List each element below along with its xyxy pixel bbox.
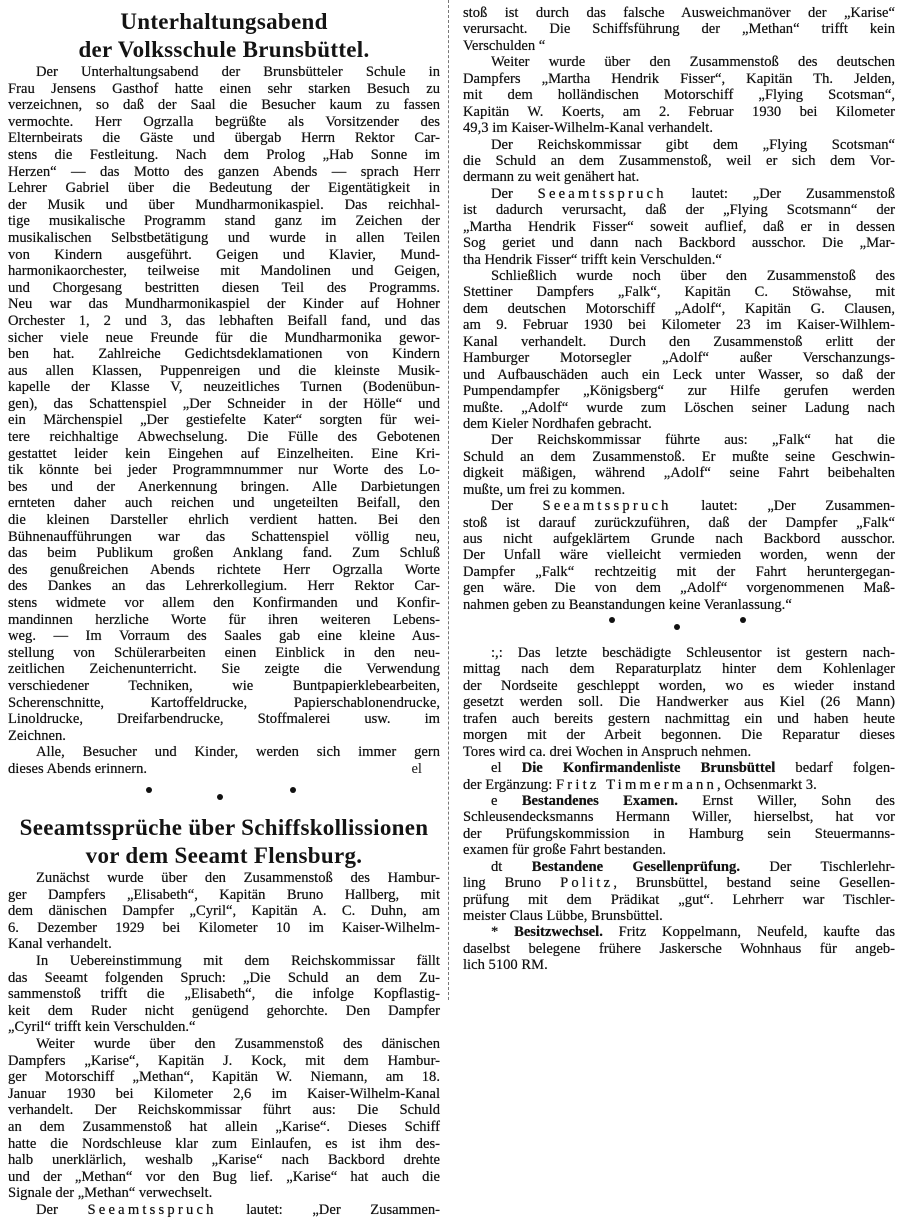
paragraph [463, 645, 895, 760]
text-line: gestattet leider kein Eingehen auf Einzelheiten. Eine Kri- [8, 445, 440, 462]
text-segment: ling Bruno [463, 875, 561, 892]
local-news [463, 645, 895, 974]
text-line: Kapitän W. Koerts, am 2. Februar 1930 bei Kilometer [463, 103, 895, 120]
paragraph [8, 64, 440, 744]
text-line: der Prüfungskommission in Hamburg sein Steuermanns- [463, 825, 895, 842]
text-line: gen wäre. Die von dem „Adolf“ vorgenommenen Maß- [463, 580, 895, 597]
paragraph [463, 137, 895, 186]
bold-lead: Die Konfirmandenliste Brunsbüttel [521, 760, 776, 777]
text-line: ernteten daher auch reichen und ungeteilten Beifall, den [8, 495, 440, 512]
text-line: dermann zu weit genähert hat. [463, 169, 640, 186]
paragraph [463, 760, 895, 793]
text-line: ben hat. Zahlreiche Gedichtsdeklamationen von Kindern [8, 346, 440, 363]
article-title [8, 814, 440, 870]
text-segment: Der [491, 185, 538, 202]
text-line: ist dadurch verursacht, daß der „Flying Scotsmann“ der [463, 202, 895, 219]
text-line: Kanal verhandelt. [8, 936, 112, 953]
text-line: mandinnen herzliche Worte für ihren weiteren Lebens- [8, 611, 440, 628]
article-title [8, 8, 440, 64]
title-line: Unterhaltungsabend [120, 9, 328, 34]
text-line: an dem Zusammenstoß hat allein „Karise“. Dieses Schiff [8, 1118, 440, 1135]
text-line: harmonikaorchester, teilweise mit Mandolinen und Geigen, [8, 263, 440, 280]
text-line: halb unerklärlich, weshalb „Karise“ nach Backbord drehte [8, 1152, 440, 1169]
text-line: Orchester 1, 2 und 3, das lebhaften Beifall fand, und das [8, 312, 440, 329]
text-line: trafen auch bereits gestern nachmittag ein und haben heute [463, 710, 895, 727]
text-segment: lautet: „Der Zusammen- [216, 1201, 440, 1218]
paragraph [463, 432, 895, 498]
paragraph [463, 54, 895, 136]
title-line: vor dem Seeamt Flensburg. [85, 843, 363, 868]
text-line: gen), das Schattenspiel „Der Schneider in der Hölle“ und [8, 395, 440, 412]
text-line: meister Claus Lübbe, Brunsbüttel. [463, 908, 663, 924]
text-segment: der Ergänzung: [463, 776, 556, 793]
text-line: und Aufbauschäden auch ein Leck unter Wasser, so daß der [463, 366, 895, 383]
text-line: zeitlichen Zeichenunterricht. Sie zeigte die Verwendung [8, 661, 440, 678]
text-line: Schließlich wurde noch über den Zusammenstoß des [491, 268, 895, 284]
bold-lead: Besitzwechsel. [514, 924, 603, 941]
text-line [463, 760, 895, 776]
text-segment: Der Tischlerlehr- [740, 858, 896, 875]
text-line: gesetzt werden soll. Die Handwerker aus Kiel (26 Mann) [463, 694, 895, 711]
text-line: In Uebereinstimmung mit dem Reichskommissar fällt [36, 952, 440, 969]
text-line: ger Dampfers „Elisabeth“, Kapitän Bruno Hallberg, mit [8, 886, 440, 903]
separator-star-icon [290, 787, 296, 793]
text-segment: Fritz Koppelmann, Neufeld, kaufte das [602, 924, 895, 941]
text-segment: el [491, 760, 522, 777]
paragraph [463, 793, 895, 859]
text-line: stens widmete vor allem den Konfirmanden und Konfir- [8, 595, 440, 611]
text-line: Dampfer „Falk“ rechtzeitig mit der Fahrt heruntergegan- [463, 563, 895, 580]
text-line: verschiedener Techniken, wie Buntpapierklebearbeiten, [8, 677, 440, 694]
paragraph [463, 924, 895, 973]
text-line [463, 777, 895, 793]
text-line: Schleusendecksmanns Hermann Willer, hierselbst, hat vor [463, 809, 895, 826]
text-line: tige musikalische Programm stand ganz im Zeichen der [8, 213, 440, 230]
text-line [463, 924, 895, 940]
text-line: stoß ist durch das falsche Ausweichmanöver der „Karise“ [463, 5, 895, 21]
text-line: Januar 1930 bei Kilometer 2,6 im Kaiser-Wilhelm-Kanal [8, 1085, 440, 1102]
text-line: stellung von Schülerarbeiten einen Einblick in den neu- [8, 644, 440, 661]
text-line: :,: Das letzte beschädigte Schleusentor ist gestern nach- [491, 645, 895, 661]
text-line: digkeit mäßigen, während „Adolf“ seine Fahrt beibehalten [463, 465, 895, 482]
spaced-text: Seeamtsspruch [537, 185, 667, 202]
text-line: tere reichhaltige Abwechselung. Die Fülle des Gebotenen [8, 429, 440, 446]
paragraph [8, 1202, 440, 1219]
text-segment: lautet: „Der Zusammenstoß [666, 185, 895, 202]
separator-star-icon [674, 624, 680, 630]
text-line: dieses Abends erinnern. [8, 760, 148, 777]
text-line: Stettiner Dampfers „Falk“, Kapitän C. Stöwahse, mit [463, 284, 895, 301]
text-line: mit dem holländischen Motorschiff „Flying Scotsman“, [463, 87, 895, 104]
text-line: Verschulden “ [463, 37, 546, 54]
text-line: 49,3 im Kaiser-Wilhelm-Kanal verhandelt. [463, 120, 713, 137]
text-line: Der Reichskommissar führte aus: „Falk“ hat die [491, 432, 895, 449]
text-line: mußte, um frei zu kommen. [463, 481, 626, 498]
text-line: mittag nach dem Reparaturplatz hinter dem Kohlenlager [463, 661, 895, 678]
text-line: Zunächst wurde über den Zusammenstoß des Hambur- [36, 870, 440, 886]
text-segment: lautet: „Der Zusammen- [671, 498, 895, 515]
text-line: sicher viele neue Freunde für die Mundharmonika gewor- [8, 329, 440, 346]
text-line: die Schuld an dem Zusammenstoß, weil er sich dem Vor- [463, 152, 895, 169]
text-line [8, 1202, 440, 1219]
spaced-text: Seeamtsspruch [87, 1201, 217, 1218]
text-line: vermochte. Herr Ogrzalla begrüßte als Vorsitzender des [8, 113, 440, 130]
text-line: tik könnte bei jeder Programmnummer nur Worte des Lo- [8, 462, 440, 479]
text-line: examen für große Fahrt bestanden. [463, 842, 667, 859]
text-line: morgen mit der Arbeit begonnen. Die Reparatur dieses [463, 727, 895, 744]
text-line: musikalischen Selbstbetätigung und wurde in allen Teilen [8, 229, 440, 246]
text-line: dem deutschen Motorschiff „Adolf“, Kapitän G. Clausen, [463, 300, 895, 317]
text-line: von Kindern ausgeführt. Geigen und Klavier, Mund- [8, 246, 440, 263]
text-line: Bühnenaufführungen war das Schattenspiel völlig neu, [8, 528, 440, 545]
text-segment: Ernst Willer, Sohn des [677, 792, 895, 809]
text-line: Dampfers „Karise“, Kapitän J. Kock, mit dem Hambur- [8, 1052, 440, 1069]
text-line: aus allen Klassen, Puppenreigen und die kleinste Musik- [8, 362, 440, 379]
column-divider [448, 0, 449, 1000]
text-line: prüfung mit dem Prädikat „gut“. Lehrherr war Tischler- [463, 891, 895, 908]
article-body [8, 64, 440, 778]
text-line: stens die Festleitung. Nach dem Prolog „Hab Sonne im [8, 146, 440, 163]
paragraph [8, 953, 440, 1036]
text-line: „Martha Hendrik Fisser“ soweit auflief, daß er in dessen [463, 218, 895, 235]
text-line: Frau Jensens Gasthof hatte einen sehr starken Besuch zu [8, 80, 440, 97]
text-line: Elternbeirats die Gäste und übergab Herrn Rektor Car- [8, 130, 440, 147]
text-line: hatte die Nordschleuse klar zum Einlaufen, es ist ihm des- [8, 1135, 440, 1152]
article-seeamtssprueche [8, 814, 440, 1218]
text-line: daselbst belegene frühere Jaskersche Wohnhaus für angeb- [463, 940, 895, 957]
text-line: Der Unterhaltungsabend der Brunsbütteler Schule in [36, 64, 440, 80]
article-seeamtssprueche-continued [463, 5, 895, 613]
separator-star-icon [609, 617, 615, 623]
text-line: Weiter wurde über den Zusammenstoß des dänischen [36, 1035, 440, 1052]
article-body [8, 870, 440, 1218]
text-line: der Nordseite geschleppt worden, wo es wieder instand [463, 677, 895, 694]
paragraph [8, 1036, 440, 1202]
title-line: der Volksschule Brunsbüttel. [78, 37, 370, 62]
text-line: verhandelt. Der Reichskommissar führt aus: Die Schuld [8, 1102, 440, 1119]
paragraph [463, 498, 895, 613]
text-line: bes und der Anerkennung bringen. Alle Darbietungen [8, 478, 440, 495]
text-line: des Dankes an das Lehrerkollegium. Herr Rektor Car- [8, 578, 440, 595]
paragraph [463, 186, 895, 268]
article-unterhaltungsabend [8, 8, 440, 778]
text-line: dem dänischen Dampfer „Cyril“, Kapitän A. C. Duhn, am [8, 903, 440, 920]
text-line: Signale der „Methan“ verwechselt. [8, 1185, 213, 1202]
text-line: Sog geriet und dann nach Backbord ausschor. Die „Mar- [463, 235, 895, 252]
text-line: kapelle der Klasse V, neuzeitliches Turnen (Bodenübun- [8, 379, 440, 396]
text-line: Alle, Besucher und Kinder, werden sich immer gern [36, 744, 440, 761]
text-segment: Der [36, 1201, 88, 1218]
text-line: die kleinen Darsteller ehrlich verdient hatten. Bei den [8, 512, 440, 529]
text-line: Der Unfall wäre vielleicht vermieden worden, wenn der [463, 547, 895, 564]
text-segment: * [491, 924, 515, 941]
text-line: Herzen“ — das Motto des ganzen Abends — sprach Herr [8, 163, 440, 180]
separator-star-icon [217, 794, 223, 800]
text-line: das beim Publikum großen Anklang fand. Zum Schluß [8, 545, 440, 562]
text-line: Kanal verhandelt. Durch den Zusammenstoß erlitt der [463, 333, 895, 350]
separator-star-icon [146, 787, 152, 793]
text-line: Hamburger Motorsegler „Adolf“ außer Verschanzungs- [463, 350, 895, 367]
text-line: des genußreichen Abends richtete Herr Ogrzalla Worte [8, 561, 440, 578]
text-line: weg. — Im Vorraum des Saales gab eine kleine Aus- [8, 628, 440, 645]
text-line: am 9. Februar 1930 bei Kilometer 23 im Kaiser-Wilhlem- [463, 317, 895, 334]
spaced-text: Politz [560, 875, 614, 892]
text-segment: , Ochsenmarkt 3. [717, 776, 817, 793]
text-segment: bedarf folgen- [775, 760, 895, 777]
bold-lead: Bestandenes Examen. [521, 792, 678, 809]
paragraph [8, 744, 440, 777]
text-segment: , Brunsbüttel, bestand seine Gesellen- [613, 875, 895, 892]
text-segment: e [491, 792, 522, 809]
separator-star-icon [740, 617, 746, 623]
text-line [463, 186, 895, 202]
spaced-text: Seeamtsspruch [542, 498, 672, 515]
text-line: ein Märchenspiel „Der gestiefelte Kater“ sorgten für wei- [8, 412, 440, 429]
title-line: Seeamtssprüche über Schiffskollissionen [19, 815, 429, 840]
text-line: Lehrer Gabriel über die Bedeutung der Eigentätigkeit in [8, 180, 440, 197]
paragraph [463, 859, 895, 925]
text-segment: Der [491, 498, 543, 515]
text-line: Schuld an dem Zusammenstoß. Er mußte seine Geschwin- [463, 448, 895, 465]
text-line [463, 859, 895, 875]
text-line: dem Kieler Nordhafen gebracht. [463, 415, 652, 432]
text-line: Dampfers „Martha Hendrik Fisser“, Kapitän Th. Jelden, [463, 70, 895, 87]
text-line: ger Motorschiff „Methan“, Kapitän W. Niemann, am 18. [8, 1069, 440, 1086]
text-line: stoß ist darauf zurückzuführen, daß der Dampfer „Falk“ [463, 514, 895, 531]
text-line: keit dem Ruder nicht genügend gehorchte. Den Dampfer [8, 1002, 440, 1019]
text-line: Neu war das Mundharmonikaspiel der Kinder auf Hohner [8, 296, 440, 313]
text-line: verzeichnen, so daß der Saal die Besucher kaum zu fassen [8, 97, 440, 114]
paragraph [463, 268, 895, 432]
text-line: lich 5100 RM. [463, 957, 548, 974]
text-line: verursacht. Die Schiffsführung der „Methan“ trifft kein [463, 21, 895, 38]
text-line [463, 875, 895, 891]
paragraph [463, 5, 895, 54]
text-line: nahmen geben zu Beanstandungen keine Veranlassung.“ [463, 596, 792, 613]
text-line: 6. Dezember 1929 bei Kilometer 10 im Kaiser-Wilhelm- [8, 919, 440, 936]
text-line: Pumpendampfer „Königsberg“ zur Hilfe gerufen werden [463, 383, 895, 400]
text-line: tha Hendrik Fisser“ trifft kein Verschulden.“ [463, 251, 722, 268]
text-line: der Musik und über Mundharmonikaspiel. Das reichhal- [8, 196, 440, 213]
text-line: Linoldrucke, Dreifarbendrucke, Stoffmalerei usw. im [8, 711, 440, 728]
spaced-text: Fritz Timmermann [555, 776, 718, 793]
text-line: Weiter wurde über den Zusammenstoß des deutschen [491, 54, 895, 71]
text-line: und der „Methan“ vor den Bug lief. „Karise“ hat auch die [8, 1168, 440, 1185]
text-line: „Cyril“ trifft kein Verschulden.“ [8, 1019, 196, 1036]
text-line: Der Reichskommissar gibt dem „Flying Scotsman“ [491, 136, 895, 153]
author-signature: el [411, 761, 422, 777]
text-segment: dt [491, 858, 532, 875]
bold-lead: Bestandene Gesellenprüfung. [531, 858, 740, 875]
text-line: und Chorgesang bestritten diesen Teil des Programms. [8, 279, 440, 296]
text-line: aus nicht aufgeklärtem Grunde nach Backbord ausschor. [463, 531, 895, 547]
text-line: sammenstoß trifft die „Elisabeth“, die infolge Kopflastig- [8, 986, 440, 1003]
text-line: Zeichnen. [8, 727, 66, 744]
text-line: Tores wird ca. drei Wochen in Anspruch nehmen. [463, 743, 752, 760]
paragraph [8, 870, 440, 953]
text-line [463, 793, 895, 809]
text-line: das Seeamt folgenden Spruch: „Die Schuld an dem Zu- [8, 969, 440, 986]
text-line [463, 498, 895, 514]
text-line: mußte. „Adolf“ wurde zum Löschen seiner Ladung nach [463, 399, 895, 416]
text-line: Scherenschnitte, Kartoffeldrucke, Papierschablonendrucke, [8, 694, 440, 711]
